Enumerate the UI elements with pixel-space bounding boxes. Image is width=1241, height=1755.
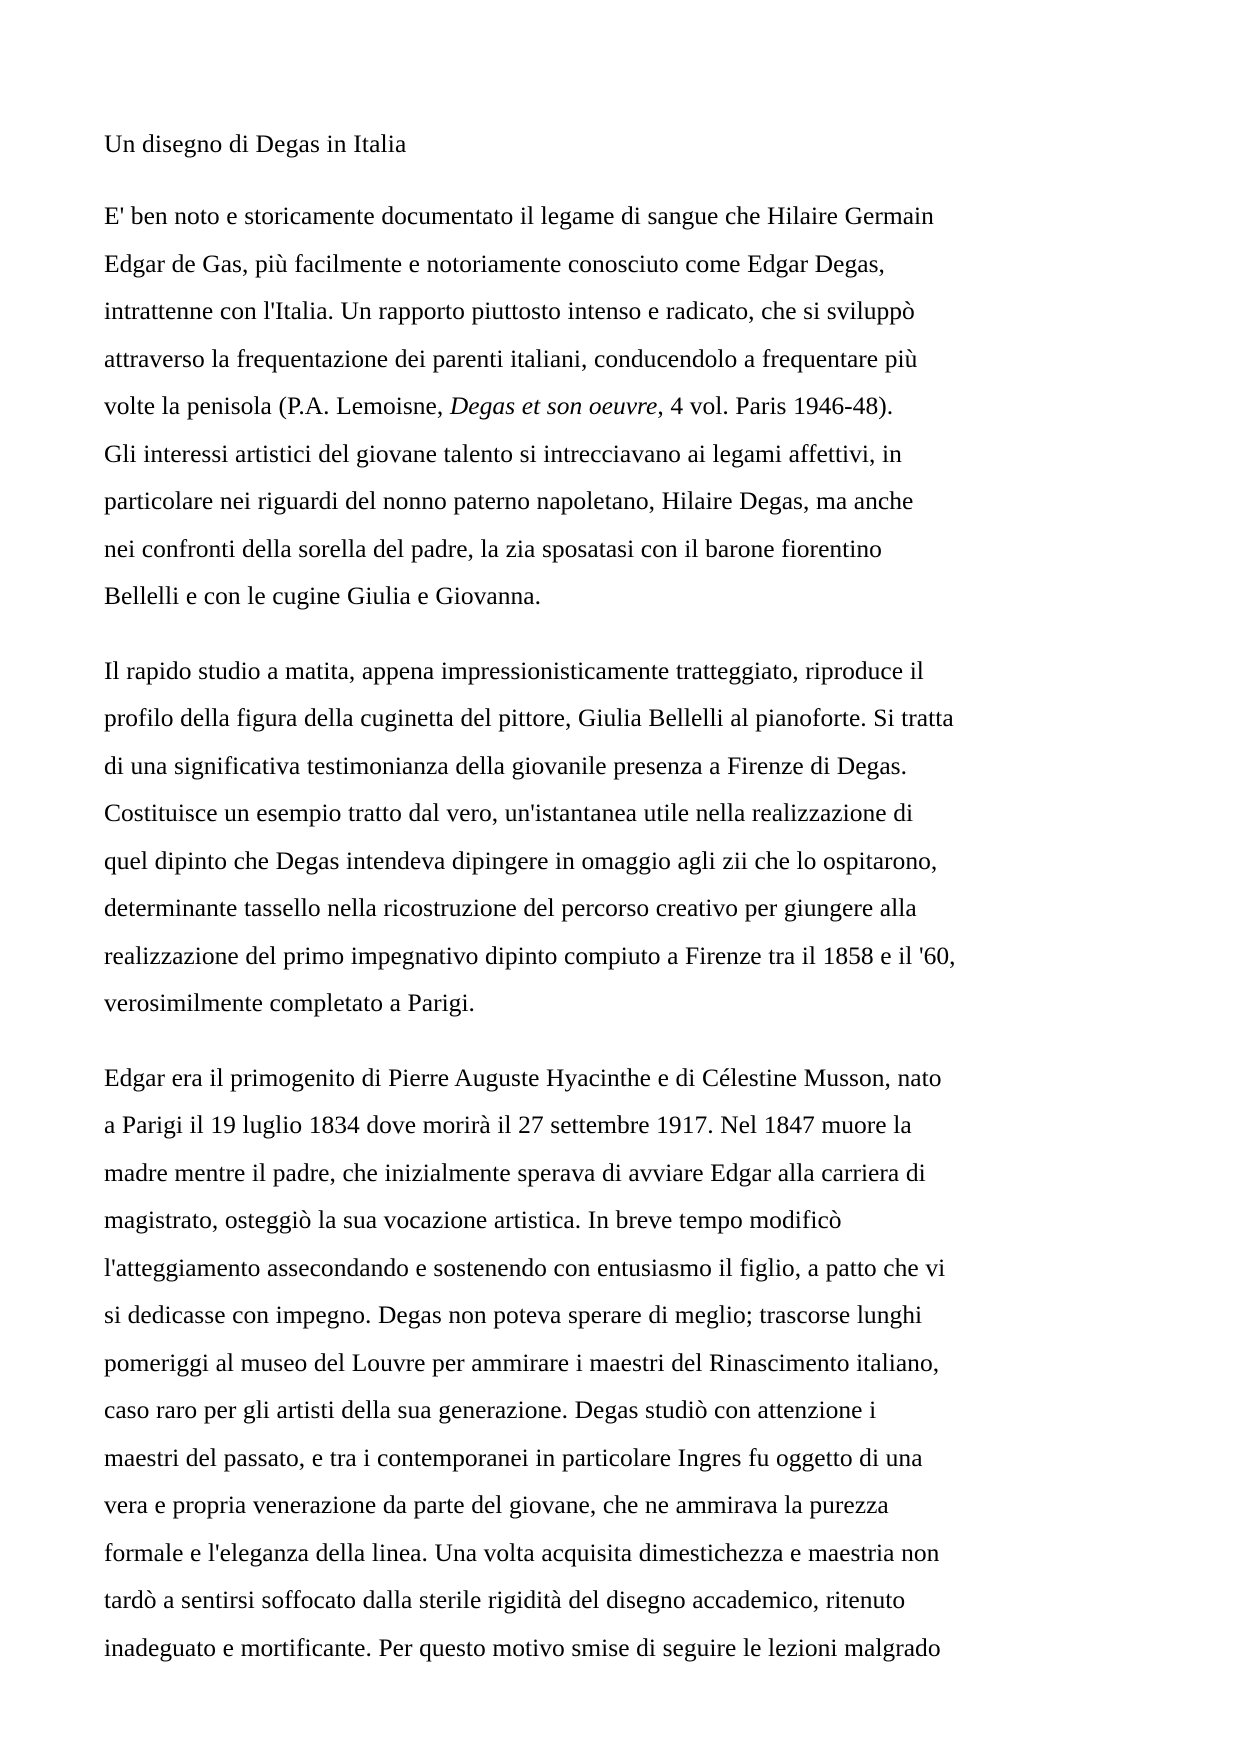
document-body	[104, 126, 1009, 1671]
body-paragraph-3: Edgar era il primogenito di Pierre Auguste Hyacinthe e di Célestine Musson, nato a Parigi il 19 luglio 1834 dove morirà il 27 settembre 1917. Nel 1847 muore la madre mentre il padre, che inizialmente sperava di avviare Edgar alla carriera di magistrato, osteggiò la sua vocazione artistica. In breve tempo modificò l'atteggiamento assecondando e sostenendo con entusiasmo il figlio, a patto che vi si dedicasse con impegno. Degas non poteva sperare di meglio; trascorse lunghi pomeriggi al museo del Louvre per ammirare i maestri del Rinascimento italiano, caso raro per gli artisti della sua generazione. Degas studiò con attenzione i maestri del passato, e tra i contemporanei in particolare Ingres fu oggetto di una vera e propria venerazione da parte del giovane, che ne ammirava la purezza formale e l'eleganza della linea. Una volta acquisita dimestichezza e maestria non tardò a sentirsi soffocato dalla sterile rigidità del disegno accademico, ritenuto inadeguato e mortificante. Per questo motivo smise di seguire le lezioni malgrado	[104, 1062, 946, 1662]
page-title: Un disegno di Degas in Italia	[104, 129, 407, 158]
paragraph-gap-2	[104, 1027, 1009, 1054]
body-paragraph-2: Il rapido studio a matita, appena impressionisticamente tratteggiato, riproduce il profilo della figura della cuginetta del pittore, Giulia Bellelli al pianoforte. Si tratta di una significativa testimonianza della giovanile presenza a Firenze di Degas. Costituisce un esempio tratto dal vero, un'istantanea utile nella realizzazione di quel dipinto che Degas intendeva dipingere in omaggio agli zii che lo ospitarono, determinante tassello nella ricostruzione del percorso creativo per giungere alla realizzazione del primo impegnativo dipinto compiuto a Firenze tra il 1858 e il '60, verosimilmente completato a Parigi.	[104, 655, 956, 1018]
body-paragraph-1: E' ben noto e storicamente documentato il legame di sangue che Hilaire Germain Edgar de Gas, più facilmente e notoriamente conosciuto come Edgar Degas, intrattenne con l'Italia. Un rapporto piuttosto intenso e radicato, che si sviluppò attraverso la frequentazione dei parenti italiani, conducendolo a frequentare più volte la penisola (P.A. Lemoisne, Degas et son oeuvre, 4 vol. Paris 1946-48). Gli interessi artistici del giovane talento si intrecciavano ai legami affettivi, in particolare nei riguardi del nonno paterno napoletano, Hilaire Degas, ma anche nei confronti della sorella del padre, la zia sposatasi con il barone fiorentino Bellelli e con le cugine Giulia e Giovanna.	[104, 201, 934, 611]
title-paragraph-gap	[104, 162, 1009, 192]
paragraph-gap-1	[104, 620, 1009, 647]
citation-title: Degas et son oeuvre	[449, 391, 658, 421]
